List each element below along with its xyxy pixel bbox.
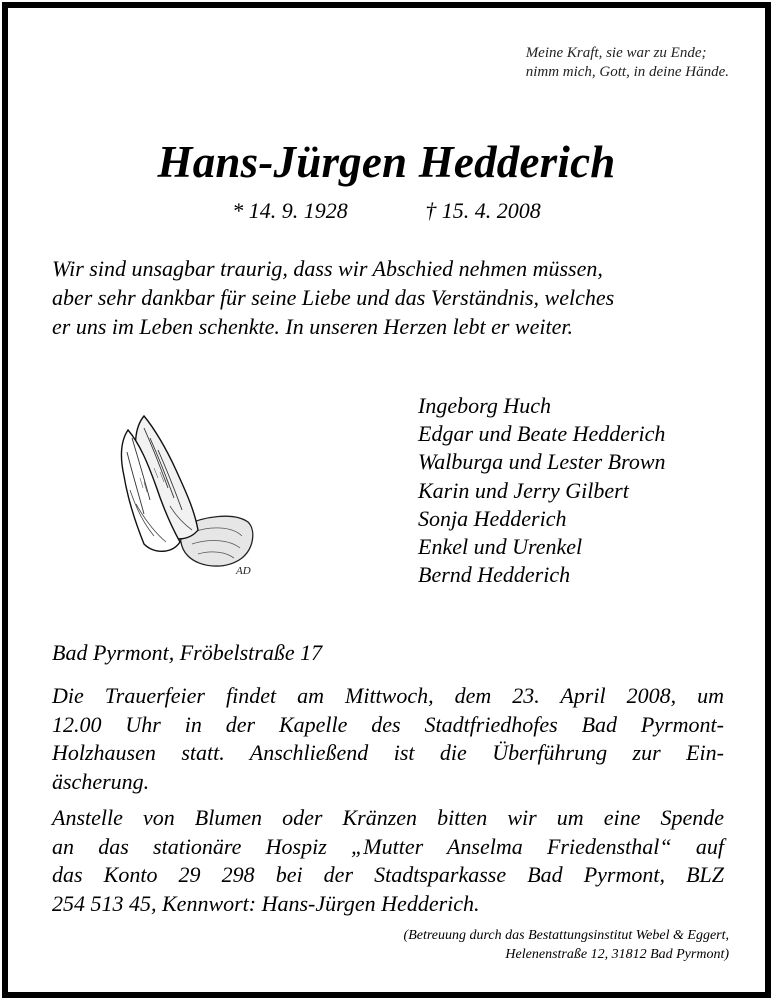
undertaker-note <box>404 926 729 964</box>
motto-verse <box>526 44 729 82</box>
farewell-line: Wir sind unsagbar traurig, dass wir Abschied nehmen müssen, <box>52 256 603 281</box>
deceased-name: Hans-Jürgen Hedderich <box>157 137 616 187</box>
funeral-line: Die Trauerfeier findet am Mittwoch, dem 23. April 2008, um <box>52 683 724 708</box>
mourner-name: Ingeborg Huch <box>418 393 551 418</box>
mourner-name: Walburga und Lester Brown <box>418 449 666 475</box>
obituary-notice <box>2 2 771 998</box>
praying-hands-icon <box>114 408 260 594</box>
motto-line: nimm mich, Gott, in deine Hände. <box>525 64 729 80</box>
motto-line: Meine Kraft, sie war zu Ende; <box>525 45 707 61</box>
donation-line: 254 513 45, Kennwort: Hans-Jürgen Hedderich. <box>52 890 480 916</box>
donation-line: das Konto 29 298 bei der Stadtsparkasse Bad Pyrmont, BLZ <box>52 862 724 887</box>
mourner-name: Enkel und Urenkel <box>418 534 583 560</box>
funeral-line: äscherung. <box>52 768 150 794</box>
family-address: Bad Pyrmont, Fröbelstraße 17 <box>52 640 323 665</box>
donation-line: Anstelle von Blumen oder Kränzen bitten wir um eine Spende <box>52 805 724 830</box>
donation-line: an das stationäre Hospiz „Mutter Anselma Friedensthal“ auf <box>52 833 724 859</box>
birth-date: * 14. 9. 1928 <box>232 198 348 223</box>
mourner-name: Karin und Jerry Gilbert <box>418 477 629 503</box>
farewell-text <box>52 254 724 341</box>
undertaker-line: Helenenstraße 12, 31812 Bad Pyrmont) <box>505 947 729 962</box>
mourners-list <box>418 392 666 589</box>
farewell-line: aber sehr dankbar für seine Liebe und das Verständnis, welches <box>52 285 615 310</box>
funeral-line: Holzhausen statt. Anschließend ist die Überführung zur Ein- <box>52 740 724 765</box>
death-date: † 15. 4. 2008 <box>425 198 541 223</box>
donation-info <box>52 804 724 918</box>
artist-monogram: AD <box>236 565 251 577</box>
funeral-info <box>52 682 724 796</box>
mourner-name: Sonja Hedderich <box>418 505 567 531</box>
funeral-line: 12.00 Uhr in der Kapelle des Stadtfriedhofes Bad Pyrmont- <box>52 711 724 737</box>
undertaker-line: (Betreuung durch das Bestattungsinstitut Webel & Eggert, <box>403 928 729 943</box>
mourner-name: Edgar und Beate Hedderich <box>418 421 666 447</box>
life-dates <box>8 198 765 224</box>
mourner-name: Bernd Hedderich <box>418 562 571 588</box>
farewell-line: er uns im Leben schenkte. In unseren Herzen lebt er weiter. <box>52 314 573 339</box>
